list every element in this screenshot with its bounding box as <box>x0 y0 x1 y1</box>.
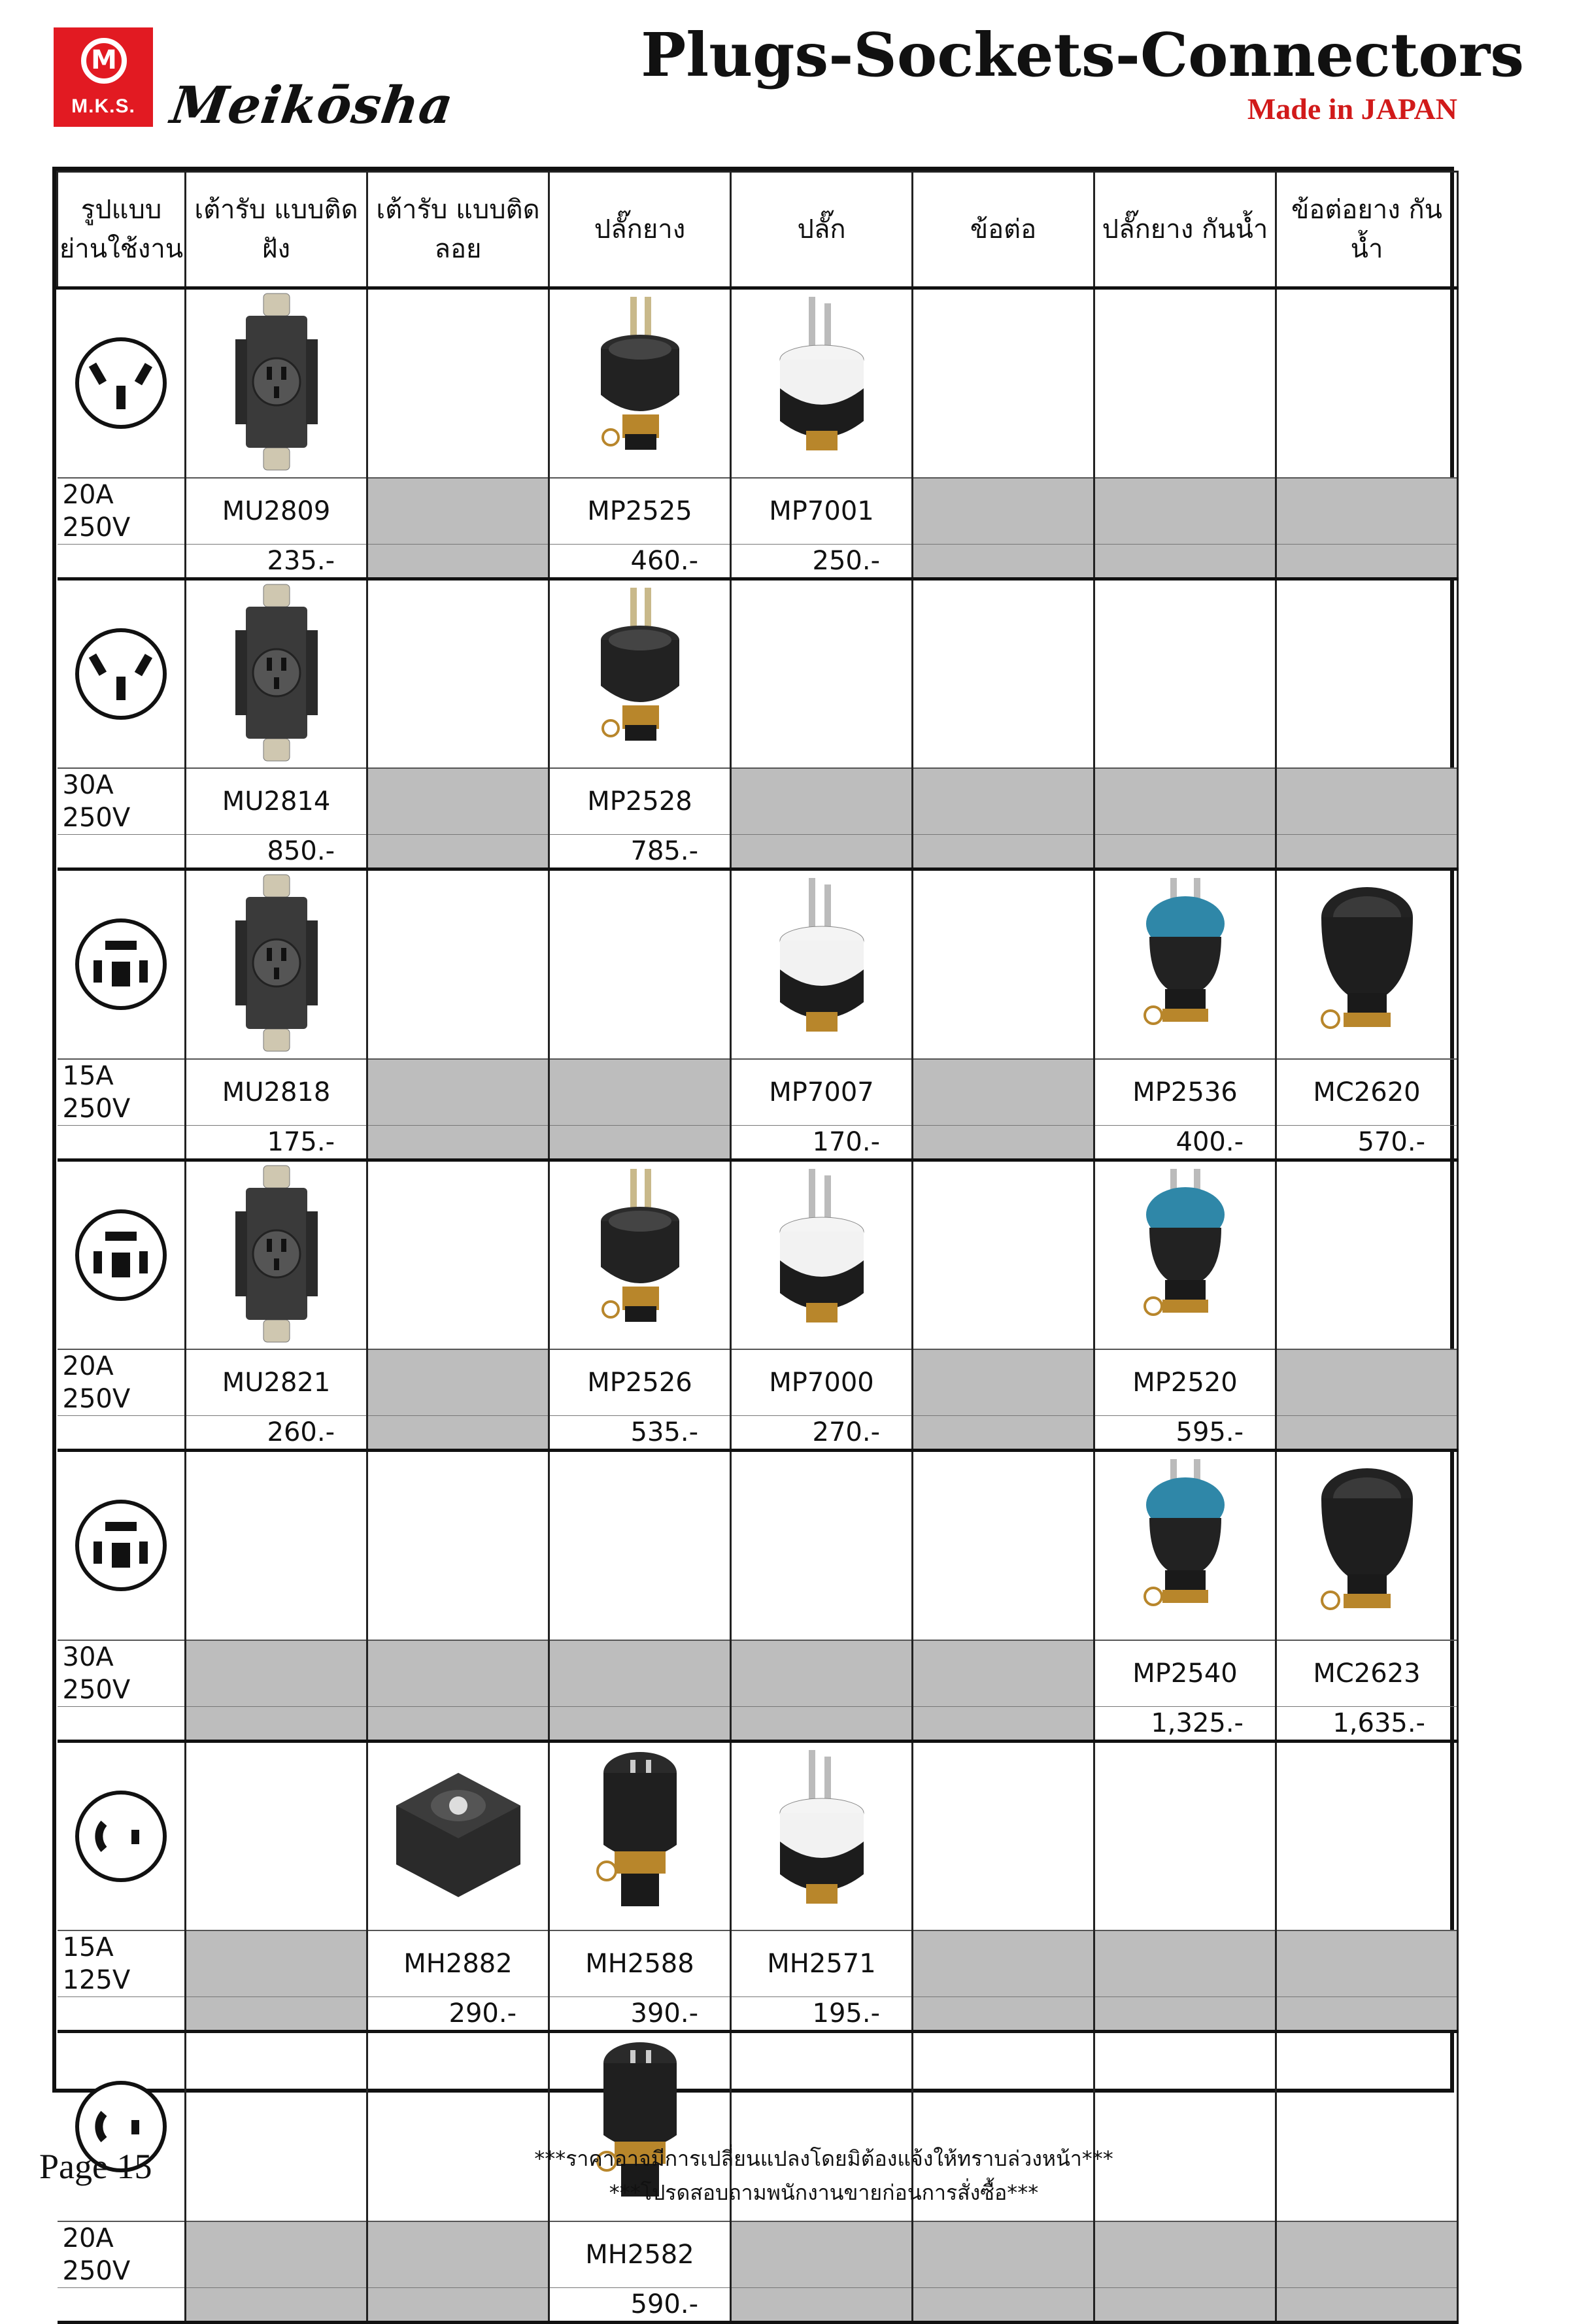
model-number <box>913 2221 1094 2288</box>
price: 590.- <box>549 2287 731 2322</box>
product-cell <box>367 579 549 768</box>
column-header: ปลั๊กยาง <box>549 172 731 288</box>
price <box>367 835 549 869</box>
model-number <box>367 1640 549 1707</box>
price <box>367 1125 549 1160</box>
rating-spacer <box>58 1706 186 1741</box>
flush-receptacle-image <box>228 875 326 1054</box>
rating-spacer <box>58 2287 186 2322</box>
model-number: MH2882 <box>367 1930 549 1997</box>
price: 270.- <box>731 1416 913 1451</box>
product-cell <box>549 869 731 1059</box>
product-image-row <box>58 579 1458 768</box>
model-row <box>58 1349 1458 1416</box>
product-cell <box>367 869 549 1059</box>
made-in-label: Made in JAPAN <box>1247 92 1457 126</box>
rating-label: 20A 250V <box>58 2221 186 2288</box>
price <box>913 1125 1094 1160</box>
price: 400.- <box>1094 1125 1276 1160</box>
product-cell <box>1276 2032 1458 2221</box>
price <box>913 1997 1094 2032</box>
price <box>367 544 549 579</box>
price <box>913 835 1094 869</box>
price <box>1094 1997 1276 2032</box>
connector-image <box>1315 878 1419 1051</box>
model-number <box>913 1640 1094 1707</box>
white-plug-image <box>770 1750 874 1923</box>
outlet-locking-2pin-icon <box>75 1791 167 1882</box>
price-row <box>58 2287 1458 2322</box>
product-cell <box>367 1160 549 1349</box>
product-cell <box>1094 869 1276 1059</box>
price: 195.- <box>731 1997 913 2032</box>
price: 390.- <box>549 1997 731 2032</box>
outlet-symbol-cell <box>58 1160 186 1349</box>
outlet-symbol-cell <box>58 2032 186 2221</box>
model-number <box>1276 2221 1458 2288</box>
mks-logo <box>54 27 153 127</box>
model-number <box>1276 478 1458 545</box>
table-header-row <box>58 172 1458 288</box>
product-image-row <box>58 1741 1458 1930</box>
model-number <box>186 2221 367 2288</box>
model-number <box>731 768 913 835</box>
model-number: MH2582 <box>549 2221 731 2288</box>
model-number <box>186 1640 367 1707</box>
model-number: MP2520 <box>1094 1349 1276 1416</box>
column-header: ปลั๊กยาง กันน้ำ <box>1094 172 1276 288</box>
footer-note-price: ***ราคาอาจมีการเปลี่ยนแปลงโดยมิต้องแจ้งให้ทราบล่วงหน้า*** <box>534 2146 1113 2171</box>
outlet-symbol-cell <box>58 288 186 478</box>
rating-spacer <box>58 1125 186 1160</box>
price <box>913 2287 1094 2322</box>
product-cell <box>186 1160 367 1349</box>
flush-receptacle-image <box>228 584 326 764</box>
model-number <box>367 478 549 545</box>
rubber-plug-image <box>591 297 689 469</box>
product-cell <box>549 1451 731 1640</box>
model-number: MU2809 <box>186 478 367 545</box>
price <box>1094 2287 1276 2322</box>
model-number <box>367 1349 549 1416</box>
model-number: MP2525 <box>549 478 731 545</box>
price <box>186 2287 367 2322</box>
price: 570.- <box>1276 1125 1458 1160</box>
product-cell <box>1094 288 1276 478</box>
white-plug-image <box>770 1169 874 1341</box>
footer-note-contact: ***โปรดสอบถามพนักงานขายก่อนการสั่งซื้อ*** <box>609 2180 1039 2205</box>
product-cell <box>731 1741 913 1930</box>
price: 1,325.- <box>1094 1706 1276 1741</box>
model-number: MP7000 <box>731 1349 913 1416</box>
logo-text: M.K.S. <box>71 95 135 117</box>
blue-plug-image <box>1136 1169 1234 1341</box>
outlet-angled-3pin-icon <box>75 337 167 429</box>
price <box>186 1997 367 2032</box>
product-cell <box>731 1160 913 1349</box>
product-cell <box>913 869 1094 1059</box>
price: 250.- <box>731 544 913 579</box>
product-cell <box>186 1741 367 1930</box>
page-number: Page 15 <box>39 2147 152 2186</box>
price: 1,635.- <box>1276 1706 1458 1741</box>
price <box>913 544 1094 579</box>
brand-name: Meikōsha <box>167 76 458 135</box>
product-cell <box>731 288 913 478</box>
price <box>1276 1416 1458 1451</box>
rating-label: 30A 250V <box>58 768 186 835</box>
model-number <box>731 1640 913 1707</box>
price: 175.- <box>186 1125 367 1160</box>
rating-spacer <box>58 1997 186 2032</box>
product-image-row <box>58 288 1458 478</box>
model-number: MP2528 <box>549 768 731 835</box>
white-plug-image <box>770 878 874 1051</box>
blue-plug-image <box>1136 1459 1234 1632</box>
product-cell <box>913 1451 1094 1640</box>
outlet-symbol-cell <box>58 869 186 1059</box>
model-number <box>549 1059 731 1126</box>
price: 850.- <box>186 835 367 869</box>
product-cell <box>367 288 549 478</box>
blue-plug-image <box>1136 878 1234 1051</box>
model-number: MU2818 <box>186 1059 367 1126</box>
rating-label: 30A 250V <box>58 1640 186 1707</box>
outlet-angled-3pin-icon <box>75 628 167 720</box>
logo-letter: M <box>91 45 117 75</box>
model-number <box>913 478 1094 545</box>
price <box>1276 544 1458 579</box>
model-row <box>58 1930 1458 1997</box>
model-number <box>913 1349 1094 1416</box>
product-cell <box>1276 1451 1458 1640</box>
product-cell <box>1276 869 1458 1059</box>
model-number: MU2821 <box>186 1349 367 1416</box>
product-cell <box>367 1741 549 1930</box>
product-cell <box>186 288 367 478</box>
product-cell <box>913 579 1094 768</box>
surface-receptacle-image <box>383 1760 533 1913</box>
price <box>549 1706 731 1741</box>
model-row <box>58 2221 1458 2288</box>
model-number <box>913 1059 1094 1126</box>
model-number <box>1276 768 1458 835</box>
connector-image <box>1315 1459 1419 1632</box>
product-cell <box>913 1741 1094 1930</box>
model-number: MP2536 <box>1094 1059 1276 1126</box>
price <box>913 1706 1094 1741</box>
column-header: เต้ารับ แบบติดฝัง <box>186 172 367 288</box>
product-cell <box>549 1160 731 1349</box>
price <box>1276 835 1458 869</box>
rating-label: 15A 250V <box>58 1059 186 1126</box>
rating-label: 15A 125V <box>58 1930 186 1997</box>
model-number <box>367 1059 549 1126</box>
rubber-plug-image <box>591 1169 689 1341</box>
rubber-plug-image <box>591 588 689 760</box>
rating-spacer <box>58 1416 186 1451</box>
model-number: MP7001 <box>731 478 913 545</box>
price: 290.- <box>367 1997 549 2032</box>
model-number <box>186 1930 367 1997</box>
price <box>367 2287 549 2322</box>
product-cell <box>731 869 913 1059</box>
price: 460.- <box>549 544 731 579</box>
price <box>549 1125 731 1160</box>
flush-receptacle-image <box>228 294 326 473</box>
model-number <box>731 2221 913 2288</box>
price <box>913 1416 1094 1451</box>
column-header: ข้อต่อ <box>913 172 1094 288</box>
model-number <box>1094 478 1276 545</box>
price: 785.- <box>549 835 731 869</box>
product-cell <box>1276 288 1458 478</box>
model-number <box>1276 1349 1458 1416</box>
product-cell <box>1094 1160 1276 1349</box>
price <box>731 2287 913 2322</box>
price-row <box>58 544 1458 579</box>
rating-label: 20A 250V <box>58 1349 186 1416</box>
product-cell <box>1094 579 1276 768</box>
model-number: MP2540 <box>1094 1640 1276 1707</box>
price <box>186 1706 367 1741</box>
footer-notes <box>366 2142 1281 2210</box>
price <box>1094 835 1276 869</box>
price: 260.- <box>186 1416 367 1451</box>
product-cell <box>186 2032 367 2221</box>
column-header: เต้ารับ แบบติดลอย <box>367 172 549 288</box>
model-number: MP7007 <box>731 1059 913 1126</box>
model-number <box>913 768 1094 835</box>
product-cell <box>913 1160 1094 1349</box>
outlet-symbol-cell <box>58 1451 186 1640</box>
price <box>1276 1997 1458 2032</box>
outlet-symbol-cell <box>58 1741 186 1930</box>
outlet-straight-3pin-icon <box>75 918 167 1010</box>
product-cell <box>731 579 913 768</box>
locking-rubber-plug-image <box>591 1747 689 1926</box>
product-cell <box>549 288 731 478</box>
outlet-straight-3pin-icon <box>75 1500 167 1591</box>
product-image-row <box>58 1160 1458 1349</box>
model-number <box>913 1930 1094 1997</box>
price: 170.- <box>731 1125 913 1160</box>
model-row <box>58 768 1458 835</box>
product-cell <box>186 1451 367 1640</box>
model-number: MP2526 <box>549 1349 731 1416</box>
price: 595.- <box>1094 1416 1276 1451</box>
product-image-row <box>58 869 1458 1059</box>
model-number <box>1094 1930 1276 1997</box>
product-cell <box>1276 1160 1458 1349</box>
model-number: MU2814 <box>186 768 367 835</box>
white-plug-image <box>770 297 874 469</box>
product-cell <box>367 1451 549 1640</box>
product-cell <box>1094 1451 1276 1640</box>
flush-receptacle-image <box>228 1166 326 1345</box>
model-row <box>58 478 1458 545</box>
column-header: รูปแบบ ย่านใช้งาน <box>58 172 186 288</box>
price: 535.- <box>549 1416 731 1451</box>
model-number <box>367 2221 549 2288</box>
model-number <box>367 768 549 835</box>
product-cell <box>913 288 1094 478</box>
model-number <box>549 1640 731 1707</box>
outlet-symbol-cell <box>58 579 186 768</box>
product-cell <box>549 579 731 768</box>
price <box>731 1706 913 1741</box>
logo-ring-icon <box>81 38 127 84</box>
price-row <box>58 835 1458 869</box>
price <box>731 835 913 869</box>
price <box>367 1416 549 1451</box>
price-row <box>58 1416 1458 1451</box>
product-cell <box>186 869 367 1059</box>
column-header: ปลั๊ก <box>731 172 913 288</box>
product-cell <box>1276 579 1458 768</box>
model-number <box>1094 2221 1276 2288</box>
product-cell <box>186 579 367 768</box>
price <box>367 1706 549 1741</box>
rating-label: 20A 250V <box>58 478 186 545</box>
model-number: MH2588 <box>549 1930 731 1997</box>
price: 235.- <box>186 544 367 579</box>
model-number: MH2571 <box>731 1930 913 1997</box>
product-cell <box>1094 1741 1276 1930</box>
price-row <box>58 1125 1458 1160</box>
page-title: Plugs-Sockets-Connectors <box>641 20 1524 90</box>
model-number: MC2620 <box>1276 1059 1458 1126</box>
outlet-straight-3pin-icon <box>75 1209 167 1301</box>
model-number <box>1094 768 1276 835</box>
model-number: MC2623 <box>1276 1640 1458 1707</box>
model-row <box>58 1640 1458 1707</box>
product-cell <box>731 1451 913 1640</box>
product-cell <box>1276 1741 1458 1930</box>
price-row <box>58 1706 1458 1741</box>
price <box>1276 2287 1458 2322</box>
model-row <box>58 1059 1458 1126</box>
model-number <box>1276 1930 1458 1997</box>
price <box>1094 544 1276 579</box>
price-row <box>58 1997 1458 2032</box>
product-cell <box>549 1741 731 1930</box>
column-header: ข้อต่อยาง กันน้ำ <box>1276 172 1458 288</box>
rating-spacer <box>58 835 186 869</box>
product-image-row <box>58 1451 1458 1640</box>
rating-spacer <box>58 544 186 579</box>
